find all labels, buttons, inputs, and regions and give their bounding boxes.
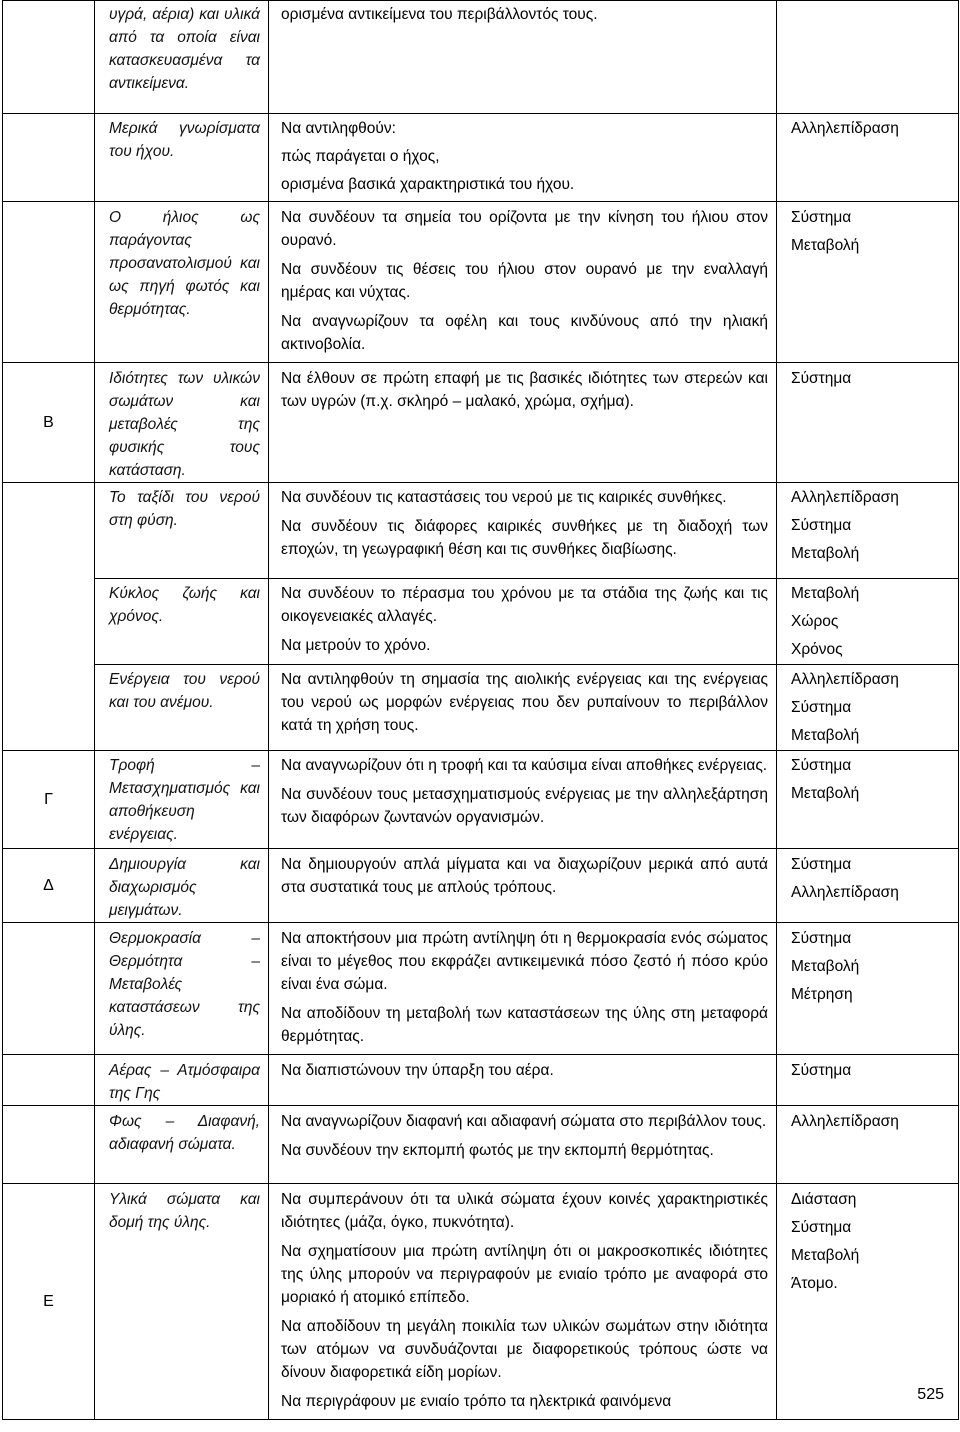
topic-cell: [95, 1, 269, 114]
grade-level-cell: [3, 202, 95, 363]
grade-level-cell: Γ: [3, 751, 95, 849]
concept-item: Μεταβολή: [791, 785, 860, 802]
topic-cell: [95, 483, 269, 579]
grade-level-cell: [3, 483, 95, 751]
objective-item: πώς παράγεται ο ήχος,: [281, 148, 440, 165]
topic-text: Ο ήλιος ως παράγοντας προσανατολισμού και ως πηγή φωτός και θερμότητας.: [109, 209, 260, 318]
table-row: [3, 665, 959, 751]
concept-item: Αλληλεπίδραση: [791, 489, 899, 506]
topic-text: Φως – Διαφανή, αδιαφανή σώματα.: [109, 1113, 260, 1153]
topic-text: Τροφή – Μετασχηματισμός και αποθήκευση ενέργειας.: [109, 757, 260, 843]
objectives-cell: [269, 849, 777, 923]
concepts-cell: [777, 923, 959, 1055]
concept-item: Μεταβολή: [791, 1247, 860, 1264]
concepts-cell: [777, 849, 959, 923]
objective-item: Να περιγράφουν με ενιαίο τρόπο τα ηλεκτρικά φαινόμενα: [281, 1393, 672, 1410]
grade-level-cell: Β: [3, 363, 95, 483]
topic-text: Ιδιότητες των υλικών σωμάτων και μεταβολές της φυσικής τους κατάσταση.: [109, 370, 260, 479]
objectives-cell: [269, 1184, 777, 1420]
page-number: 525: [917, 1386, 944, 1403]
concept-item: Μεταβολή: [791, 958, 860, 975]
concepts-cell: [777, 751, 959, 849]
objectives-cell: [269, 1, 777, 114]
grade-level-cell: Ε: [3, 1184, 95, 1420]
concept-item: Σύστημα: [791, 699, 852, 716]
objectives-cell: [269, 363, 777, 483]
concept-item: Σύστημα: [791, 930, 852, 947]
topic-cell: [95, 923, 269, 1055]
concept-item: Αλληλεπίδραση: [791, 671, 899, 688]
concepts-cell: [777, 1055, 959, 1106]
topic-text: Υλικά σώματα και δομή της ύλης.: [109, 1191, 260, 1231]
grade-level-cell: [3, 1106, 95, 1184]
objective-item: Να αναγνωρίζουν διαφανή και αδιαφανή σώματα στο περιβάλλον τους.: [281, 1113, 767, 1130]
grade-level-cell: [3, 923, 95, 1055]
objective-item: Να μετρούν το χρόνο.: [281, 637, 431, 654]
table-row: [3, 1055, 959, 1106]
topic-text: Μερικά γνωρίσματα του ήχου.: [109, 120, 260, 160]
objective-item: Να συνδέουν τις καταστάσεις του νερού με τις καιρικές συνθήκες.: [281, 489, 727, 506]
concepts-cell: [777, 363, 959, 483]
concept-item: Σύστημα: [791, 1219, 852, 1236]
concept-item: Σύστημα: [791, 517, 852, 534]
table-row: [3, 1106, 959, 1184]
topic-cell: [95, 579, 269, 665]
objective-item: Να αποκτήσουν μια πρώτη αντίληψη ότι η θερμοκρασία ενός σώματος είναι το μέγεθος που εκφράζει αντικειμενικά πόσο ζεστό ή πόσο κρύο είναι ένα σώμα.: [281, 930, 768, 993]
table-row: [3, 363, 959, 483]
concept-item: Χώρος: [791, 613, 839, 630]
objectives-cell: [269, 579, 777, 665]
topic-text: Θερμοκρασία – Θερμότητα – Μεταβολές καταστάσεων της ύλης.: [109, 930, 260, 1039]
topic-text: Το ταξίδι του νερού στη φύση.: [109, 489, 260, 529]
topic-cell: [95, 202, 269, 363]
concept-item: Διάσταση: [791, 1191, 857, 1208]
concept-item: Μεταβολή: [791, 237, 860, 254]
concept-item: Αλληλεπίδραση: [791, 1113, 899, 1130]
concepts-cell: [777, 1184, 959, 1420]
objective-item: Να συνδέουν την εκπομπή φωτός με την εκπομπή θερμότητας.: [281, 1142, 714, 1159]
objective-item: Να συνδέουν τις θέσεις του ήλιου στον ουρανό με την εναλλαγή ημέρας και νύχτας.: [281, 261, 768, 301]
table-row: [3, 483, 959, 579]
grade-level-cell: [3, 114, 95, 202]
concepts-cell: [777, 579, 959, 665]
concepts-cell: [777, 483, 959, 579]
concepts-cell: [777, 1, 959, 114]
table-row: [3, 1184, 959, 1420]
concept-item: Μέτρηση: [791, 986, 853, 1003]
table-row: [3, 923, 959, 1055]
table-row: [3, 579, 959, 665]
objective-item: Να διαπιστώνουν την ύπαρξη του αέρα.: [281, 1062, 554, 1079]
objectives-cell: [269, 751, 777, 849]
topic-cell: [95, 114, 269, 202]
concepts-cell: [777, 202, 959, 363]
objectives-cell: [269, 1106, 777, 1184]
topic-text: Αέρας – Ατμόσφαιρα της Γης: [109, 1062, 260, 1102]
topic-cell: [95, 849, 269, 923]
topic-text: υγρά, αέρια) και υλικά από τα οποία είναι κατασκευασμένα τα αντικείμενα.: [109, 6, 260, 92]
objective-item: Να αποδίδουν τη μεταβολή των καταστάσεων της ύλης στη μεταφορά θερμότητας.: [281, 1005, 768, 1045]
concept-item: Σύστημα: [791, 209, 852, 226]
concept-item: Μεταβολή: [791, 585, 860, 602]
objective-item: Να συμπεράνουν ότι τα υλικά σώματα έχουν κοινές χαρακτηριστικές ιδιότητες (μάζα, όγκο, πυκνότητα).: [281, 1191, 768, 1231]
objectives-cell: [269, 483, 777, 579]
topic-text: Κύκλος ζωής και χρόνος.: [109, 585, 260, 625]
objective-item: Να αντιληφθούν τη σημασία της αιολικής ενέργειας και της ενέργειας του νερού ως μορφών ενέργειας που δεν ρυπαίνουν το περιβάλλον κατά τη χρήση τους.: [281, 671, 768, 734]
objective-item: Να δημιουργούν απλά μίγματα και να διαχωρίζουν μερικά από αυτά στα συστατικά τους με απλούς τρόπους.: [281, 856, 768, 896]
table-row: [3, 751, 959, 849]
objective-item: Να σχηματίσουν μια πρώτη αντίληψη ότι οι μακροσκοπικές ιδιότητες της ύλης μπορούν να περιγραφούν με ενιαίο τρόπο με αναφορά στο μοριακό ή ατομικό επίπεδο.: [281, 1243, 768, 1306]
concept-item: Χρόνος: [791, 641, 843, 658]
objective-item: Να αναγνωρίζουν ότι η τροφή και τα καύσιμα είναι αποθήκες ενέργειας.: [281, 757, 768, 774]
concept-item: Αλληλεπίδραση: [791, 884, 899, 901]
topic-cell: [95, 751, 269, 849]
topic-text: Δημιουργία και διαχωρισμός μειγμάτων.: [109, 856, 260, 919]
objective-item: Να αναγνωρίζουν τα οφέλη και τους κινδύνους από την ηλιακή ακτινοβολία.: [281, 313, 768, 353]
concepts-cell: [777, 114, 959, 202]
concept-item: Σύστημα: [791, 757, 852, 774]
grade-level-cell: [3, 1055, 95, 1106]
table-row: [3, 1, 959, 114]
objective-item: Να αποδίδουν τη μεγάλη ποικιλία των υλικών σωμάτων στην ιδιότητα των ατόμων να συνδυάζονται με διαφορετικούς τρόπους ώστε να δίνουν διαφορετικά είδη μορίων.: [281, 1318, 768, 1381]
grade-level-cell: [3, 1, 95, 114]
topic-cell: [95, 1106, 269, 1184]
objectives-cell: [269, 202, 777, 363]
concept-item: Σύστημα: [791, 370, 852, 387]
objectives-cell: [269, 1055, 777, 1106]
concept-item: Άτομο.: [791, 1275, 838, 1292]
concept-item: Αλληλεπίδραση: [791, 120, 899, 137]
objective-item: Να έλθουν σε πρώτη επαφή με τις βασικές ιδιότητες των στερεών και των υγρών (π.χ. σκληρό – μαλακό, χρώμα, σχήμα).: [281, 370, 768, 410]
objective-item: Να συνδέουν το πέρασμα του χρόνου με τα στάδια της ζωής και τις οικογενειακές αλλαγές.: [281, 585, 768, 625]
concept-item: Μεταβολή: [791, 545, 860, 562]
curriculum-table: [2, 0, 959, 1420]
topic-cell: [95, 665, 269, 751]
objective-item: Να συνδέουν τους μετασχηματισμούς ενέργειας με την αλληλεξάρτηση των διαφόρων ζωντανών οργανισμών.: [281, 786, 768, 826]
table-row: [3, 114, 959, 202]
objective-item: Να αντιληφθούν:: [281, 120, 396, 137]
concepts-cell: [777, 1106, 959, 1184]
table-row: [3, 849, 959, 923]
concepts-cell: [777, 665, 959, 751]
concept-item: Μεταβολή: [791, 727, 860, 744]
objective-item: ορισμένα αντικείμενα του περιβάλλοντός τους.: [281, 6, 598, 23]
objective-item: ορισμένα βασικά χαρακτηριστικά του ήχου.: [281, 176, 575, 193]
concept-item: Σύστημα: [791, 1062, 852, 1079]
objectives-cell: [269, 923, 777, 1055]
table-row: [3, 202, 959, 363]
topic-text: Ενέργεια του νερού και του ανέμου.: [109, 671, 260, 711]
objectives-cell: [269, 665, 777, 751]
objective-item: Να συνδέουν τα σημεία του ορίζοντα με την κίνηση του ήλιου στον ουρανό.: [281, 209, 768, 249]
grade-level-cell: Δ: [3, 849, 95, 923]
topic-cell: [95, 363, 269, 483]
topic-cell: [95, 1184, 269, 1420]
topic-cell: [95, 1055, 269, 1106]
objective-item: Να συνδέουν τις διάφορες καιρικές συνθήκες με τη διαδοχή των εποχών, τη γεωγραφική θέση και τις συνθήκες διαβίωσης.: [281, 518, 768, 558]
objectives-cell: [269, 114, 777, 202]
concept-item: Σύστημα: [791, 856, 852, 873]
